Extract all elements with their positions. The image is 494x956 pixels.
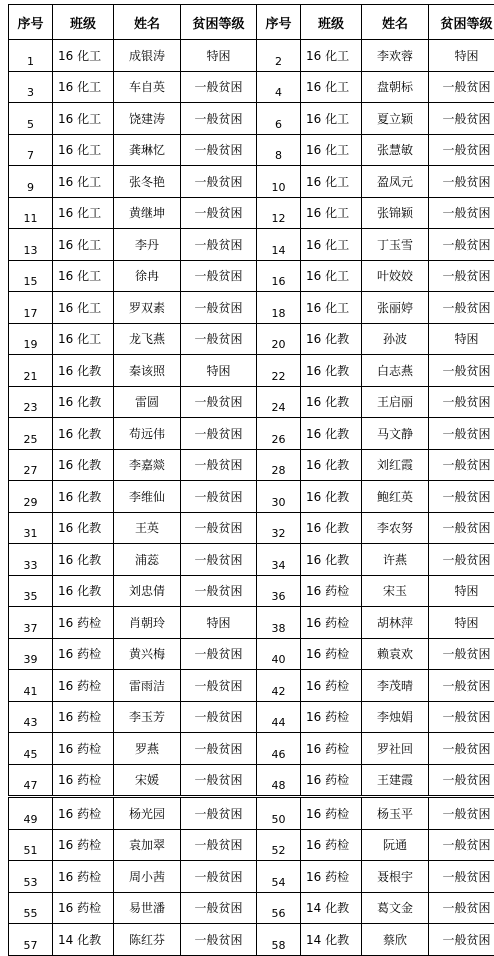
cell-index-left: 1: [9, 40, 53, 72]
cell-name-right: 聂根宇: [362, 861, 429, 893]
cell-name-left: 肖朝玲: [114, 607, 181, 639]
cell-class-left: 16 化工: [53, 323, 114, 355]
cell-class-left: 16 药检: [53, 670, 114, 702]
cell-class-right: 16 药检: [301, 861, 362, 893]
cell-index-left: 51: [9, 829, 53, 861]
cell-class-right: 16 化教: [301, 481, 362, 513]
cell-class-right: 16 化教: [301, 386, 362, 418]
cell-level-right: 一般贫困: [429, 481, 494, 513]
cell-index-right: 48: [257, 764, 301, 797]
cell-level-left: 一般贫困: [181, 418, 257, 450]
cell-name-right: 孙波: [362, 323, 429, 355]
cell-level-left: 一般贫困: [181, 260, 257, 292]
cell-name-right: 宋玉: [362, 575, 429, 607]
cell-name-right: 李欢蓉: [362, 40, 429, 72]
cell-name-right: 阮通: [362, 829, 429, 861]
table-row: [9, 166, 494, 198]
cell-class-left: 16 药检: [53, 701, 114, 733]
cell-level-right: 一般贫困: [429, 544, 494, 576]
cell-level-left: 一般贫困: [181, 733, 257, 765]
cell-index-left: 27: [9, 449, 53, 481]
cell-class-left: 16 化教: [53, 449, 114, 481]
table-row: [9, 638, 494, 670]
cell-name-left: 雷雨洁: [114, 670, 181, 702]
cell-name-left: 苟远伟: [114, 418, 181, 450]
cell-index-right: 38: [257, 607, 301, 639]
cell-index-right: 34: [257, 544, 301, 576]
cell-class-right: 16 化工: [301, 40, 362, 72]
cell-class-right: 16 药检: [301, 638, 362, 670]
cell-name-right: 丁玉雪: [362, 229, 429, 261]
cell-index-left: 53: [9, 861, 53, 893]
cell-name-left: 王英: [114, 512, 181, 544]
cell-name-right: 罗社回: [362, 733, 429, 765]
cell-class-left: 16 化教: [53, 544, 114, 576]
cell-class-right: 16 化工: [301, 134, 362, 166]
cell-index-left: 21: [9, 355, 53, 387]
table-row: [9, 829, 494, 861]
cell-name-left: 宋媛: [114, 764, 181, 797]
cell-class-right: 16 化教: [301, 418, 362, 450]
cell-level-left: 一般贫困: [181, 924, 257, 956]
table-row: [9, 229, 494, 261]
cell-index-right: 22: [257, 355, 301, 387]
cell-index-left: 3: [9, 71, 53, 103]
cell-index-left: 49: [9, 797, 53, 830]
header-class-right: 班级: [301, 5, 362, 40]
table-row: [9, 797, 494, 830]
cell-index-left: 57: [9, 924, 53, 956]
cell-class-left: 16 化工: [53, 40, 114, 72]
cell-index-right: 12: [257, 197, 301, 229]
cell-class-right: 16 药检: [301, 607, 362, 639]
cell-index-left: 11: [9, 197, 53, 229]
cell-level-right: 一般贫困: [429, 670, 494, 702]
cell-name-right: 王建霞: [362, 764, 429, 797]
cell-name-right: 李农努: [362, 512, 429, 544]
cell-index-left: 7: [9, 134, 53, 166]
cell-class-right: 16 化工: [301, 197, 362, 229]
cell-class-left: 16 化工: [53, 134, 114, 166]
cell-class-left: 16 药检: [53, 797, 114, 830]
cell-name-right: 刘红霞: [362, 449, 429, 481]
cell-class-right: 16 化教: [301, 544, 362, 576]
cell-name-right: 王启丽: [362, 386, 429, 418]
cell-level-right: 特困: [429, 607, 494, 639]
cell-index-right: 2: [257, 40, 301, 72]
cell-index-left: 43: [9, 701, 53, 733]
cell-name-right: 蔡欣: [362, 924, 429, 956]
cell-name-right: 葛文金: [362, 892, 429, 924]
cell-level-left: 一般贫困: [181, 103, 257, 135]
cell-index-right: 52: [257, 829, 301, 861]
table-body: [9, 40, 494, 956]
cell-name-left: 李玉芳: [114, 701, 181, 733]
cell-name-left: 刘忠倩: [114, 575, 181, 607]
cell-name-left: 袁加翠: [114, 829, 181, 861]
cell-class-right: 16 药检: [301, 733, 362, 765]
cell-level-left: 一般贫困: [181, 829, 257, 861]
cell-name-left: 秦该照: [114, 355, 181, 387]
table-row: [9, 449, 494, 481]
cell-index-right: 20: [257, 323, 301, 355]
cell-level-left: 一般贫困: [181, 197, 257, 229]
cell-level-left: 一般贫困: [181, 701, 257, 733]
table-row: [9, 323, 494, 355]
cell-class-right: 16 化工: [301, 229, 362, 261]
cell-class-left: 16 药检: [53, 638, 114, 670]
cell-class-right: 16 化工: [301, 71, 362, 103]
cell-index-right: 42: [257, 670, 301, 702]
cell-class-left: 16 药检: [53, 764, 114, 797]
cell-index-right: 6: [257, 103, 301, 135]
cell-level-left: 一般贫困: [181, 71, 257, 103]
table-row: [9, 134, 494, 166]
cell-level-right: 一般贫困: [429, 892, 494, 924]
header-level-right: 贫困等级: [429, 5, 494, 40]
cell-index-right: 10: [257, 166, 301, 198]
cell-class-left: 16 药检: [53, 829, 114, 861]
cell-level-right: 一般贫困: [429, 449, 494, 481]
table-row: [9, 197, 494, 229]
cell-class-left: 16 化教: [53, 575, 114, 607]
cell-index-right: 56: [257, 892, 301, 924]
cell-class-left: 16 化工: [53, 292, 114, 324]
table-row: [9, 892, 494, 924]
cell-level-left: 一般贫困: [181, 638, 257, 670]
cell-class-left: 16 化工: [53, 229, 114, 261]
cell-class-left: 16 化教: [53, 481, 114, 513]
cell-class-right: 16 药检: [301, 829, 362, 861]
cell-name-left: 黄兴梅: [114, 638, 181, 670]
cell-level-left: 一般贫困: [181, 764, 257, 797]
cell-index-left: 25: [9, 418, 53, 450]
cell-name-left: 车自英: [114, 71, 181, 103]
cell-class-right: 16 化教: [301, 355, 362, 387]
cell-level-right: 一般贫困: [429, 229, 494, 261]
cell-name-left: 成银涛: [114, 40, 181, 72]
cell-name-right: 白志燕: [362, 355, 429, 387]
cell-name-left: 徐冉: [114, 260, 181, 292]
cell-index-right: 16: [257, 260, 301, 292]
table-row: [9, 40, 494, 72]
table-row: [9, 512, 494, 544]
table-row: [9, 924, 494, 956]
cell-index-right: 24: [257, 386, 301, 418]
cell-name-left: 饶建涛: [114, 103, 181, 135]
cell-level-left: 特困: [181, 40, 257, 72]
table-row: [9, 575, 494, 607]
cell-index-left: 39: [9, 638, 53, 670]
cell-class-left: 14 化教: [53, 924, 114, 956]
table-row: [9, 418, 494, 450]
cell-index-left: 15: [9, 260, 53, 292]
cell-name-left: 张冬艳: [114, 166, 181, 198]
cell-class-left: 16 化教: [53, 418, 114, 450]
cell-name-left: 浦蕊: [114, 544, 181, 576]
cell-index-left: 41: [9, 670, 53, 702]
cell-index-right: 18: [257, 292, 301, 324]
header-level-left: 贫困等级: [181, 5, 257, 40]
cell-name-right: 盘朝标: [362, 71, 429, 103]
cell-name-left: 黄继坤: [114, 197, 181, 229]
cell-level-left: 一般贫困: [181, 670, 257, 702]
cell-index-right: 44: [257, 701, 301, 733]
cell-name-right: 许燕: [362, 544, 429, 576]
cell-index-left: 5: [9, 103, 53, 135]
cell-class-right: 16 化教: [301, 512, 362, 544]
cell-class-right: 16 药检: [301, 764, 362, 797]
table-row: [9, 292, 494, 324]
cell-level-left: 一般贫困: [181, 892, 257, 924]
cell-level-right: 一般贫困: [429, 861, 494, 893]
cell-name-right: 张慧敏: [362, 134, 429, 166]
cell-class-right: 16 化工: [301, 103, 362, 135]
cell-class-right: 14 化教: [301, 924, 362, 956]
cell-name-right: 赖袁欢: [362, 638, 429, 670]
header-class-left: 班级: [53, 5, 114, 40]
cell-level-right: 特困: [429, 575, 494, 607]
table-row: [9, 861, 494, 893]
cell-index-left: 23: [9, 386, 53, 418]
cell-level-left: 一般贫困: [181, 544, 257, 576]
cell-class-left: 16 化工: [53, 71, 114, 103]
cell-index-right: 50: [257, 797, 301, 830]
cell-level-left: 一般贫困: [181, 134, 257, 166]
header-index-right: 序号: [257, 5, 301, 40]
cell-level-left: 一般贫困: [181, 797, 257, 830]
cell-level-left: 一般贫困: [181, 449, 257, 481]
cell-name-right: 盈凤元: [362, 166, 429, 198]
table-row: [9, 71, 494, 103]
cell-name-right: 张锦颖: [362, 197, 429, 229]
cell-name-right: 胡林萍: [362, 607, 429, 639]
cell-level-right: 一般贫困: [429, 512, 494, 544]
cell-index-right: 58: [257, 924, 301, 956]
cell-name-left: 罗燕: [114, 733, 181, 765]
table-row: [9, 544, 494, 576]
table-row: [9, 670, 494, 702]
cell-index-left: 33: [9, 544, 53, 576]
cell-class-right: 16 药检: [301, 670, 362, 702]
table-row: [9, 481, 494, 513]
cell-index-left: 31: [9, 512, 53, 544]
cell-index-right: 32: [257, 512, 301, 544]
cell-level-right: 一般贫困: [429, 71, 494, 103]
cell-level-right: 一般贫困: [429, 701, 494, 733]
cell-name-right: 叶姣姣: [362, 260, 429, 292]
cell-class-left: 16 药检: [53, 861, 114, 893]
cell-name-left: 易世潘: [114, 892, 181, 924]
cell-level-left: 一般贫困: [181, 861, 257, 893]
cell-name-right: 夏立颖: [362, 103, 429, 135]
cell-level-right: 一般贫困: [429, 733, 494, 765]
cell-level-left: 一般贫困: [181, 292, 257, 324]
cell-class-right: 16 化工: [301, 292, 362, 324]
cell-index-right: 30: [257, 481, 301, 513]
cell-name-right: 李烛娟: [362, 701, 429, 733]
table-row: [9, 386, 494, 418]
cell-class-right: 14 化教: [301, 892, 362, 924]
table-row: [9, 733, 494, 765]
cell-index-left: 35: [9, 575, 53, 607]
cell-name-left: 李丹: [114, 229, 181, 261]
cell-class-left: 16 化工: [53, 166, 114, 198]
cell-name-right: 马文静: [362, 418, 429, 450]
table-row: [9, 260, 494, 292]
cell-level-left: 一般贫困: [181, 481, 257, 513]
header-index-left: 序号: [9, 5, 53, 40]
cell-index-left: 45: [9, 733, 53, 765]
cell-level-right: 一般贫困: [429, 764, 494, 797]
header-name-left: 姓名: [114, 5, 181, 40]
cell-class-left: 16 化工: [53, 197, 114, 229]
cell-level-right: 一般贫困: [429, 197, 494, 229]
cell-class-left: 16 药检: [53, 892, 114, 924]
cell-index-right: 40: [257, 638, 301, 670]
cell-name-left: 龚琳忆: [114, 134, 181, 166]
cell-index-left: 9: [9, 166, 53, 198]
table-row: [9, 607, 494, 639]
cell-name-left: 李嘉燚: [114, 449, 181, 481]
cell-index-left: 29: [9, 481, 53, 513]
cell-level-left: 特困: [181, 607, 257, 639]
cell-class-right: 16 药检: [301, 575, 362, 607]
cell-name-right: 鲍红英: [362, 481, 429, 513]
table-row: [9, 355, 494, 387]
cell-name-left: 杨光园: [114, 797, 181, 830]
cell-name-left: 罗双素: [114, 292, 181, 324]
cell-level-right: 一般贫困: [429, 924, 494, 956]
cell-index-right: 4: [257, 71, 301, 103]
cell-class-left: 16 药检: [53, 607, 114, 639]
cell-class-left: 16 化工: [53, 260, 114, 292]
cell-level-left: 一般贫困: [181, 166, 257, 198]
cell-level-left: 一般贫困: [181, 575, 257, 607]
cell-name-right: 杨玉平: [362, 797, 429, 830]
cell-class-right: 16 化教: [301, 323, 362, 355]
cell-class-left: 16 化教: [53, 386, 114, 418]
cell-index-right: 14: [257, 229, 301, 261]
cell-class-right: 16 化工: [301, 166, 362, 198]
cell-index-right: 36: [257, 575, 301, 607]
header-row: [9, 5, 494, 40]
cell-index-left: 37: [9, 607, 53, 639]
cell-index-left: 55: [9, 892, 53, 924]
cell-index-right: 28: [257, 449, 301, 481]
cell-level-right: 一般贫困: [429, 829, 494, 861]
header-name-right: 姓名: [362, 5, 429, 40]
cell-level-left: 一般贫困: [181, 323, 257, 355]
cell-level-right: 一般贫困: [429, 260, 494, 292]
cell-level-right: 一般贫困: [429, 292, 494, 324]
cell-level-left: 特困: [181, 355, 257, 387]
cell-level-right: 一般贫困: [429, 134, 494, 166]
cell-class-right: 16 化工: [301, 260, 362, 292]
cell-index-right: 26: [257, 418, 301, 450]
cell-class-right: 16 药检: [301, 797, 362, 830]
cell-name-left: 雷圆: [114, 386, 181, 418]
cell-level-right: 一般贫困: [429, 797, 494, 830]
cell-name-left: 龙飞燕: [114, 323, 181, 355]
cell-level-right: 一般贫困: [429, 386, 494, 418]
cell-level-left: 一般贫困: [181, 229, 257, 261]
cell-level-right: 一般贫困: [429, 166, 494, 198]
cell-name-right: 李茂晴: [362, 670, 429, 702]
cell-name-left: 周小茜: [114, 861, 181, 893]
cell-class-left: 16 化教: [53, 355, 114, 387]
cell-name-left: 陈红芬: [114, 924, 181, 956]
student-poverty-table-sheet: [8, 4, 485, 956]
cell-level-right: 一般贫困: [429, 418, 494, 450]
cell-name-right: 张丽婷: [362, 292, 429, 324]
cell-level-right: 一般贫困: [429, 355, 494, 387]
student-poverty-table: [8, 4, 494, 956]
cell-index-right: 8: [257, 134, 301, 166]
cell-class-left: 16 化工: [53, 103, 114, 135]
table-row: [9, 764, 494, 797]
cell-index-left: 17: [9, 292, 53, 324]
table-row: [9, 103, 494, 135]
cell-class-left: 16 化教: [53, 512, 114, 544]
cell-class-left: 16 药检: [53, 733, 114, 765]
cell-level-right: 特困: [429, 40, 494, 72]
cell-index-right: 46: [257, 733, 301, 765]
cell-level-right: 一般贫困: [429, 638, 494, 670]
cell-level-right: 一般贫困: [429, 103, 494, 135]
table-row: [9, 701, 494, 733]
cell-index-left: 13: [9, 229, 53, 261]
cell-level-right: 特困: [429, 323, 494, 355]
cell-level-left: 一般贫困: [181, 386, 257, 418]
cell-class-right: 16 化教: [301, 449, 362, 481]
cell-name-left: 李维仙: [114, 481, 181, 513]
cell-index-left: 19: [9, 323, 53, 355]
cell-index-left: 47: [9, 764, 53, 797]
cell-level-left: 一般贫困: [181, 512, 257, 544]
cell-index-right: 54: [257, 861, 301, 893]
cell-class-right: 16 药检: [301, 701, 362, 733]
